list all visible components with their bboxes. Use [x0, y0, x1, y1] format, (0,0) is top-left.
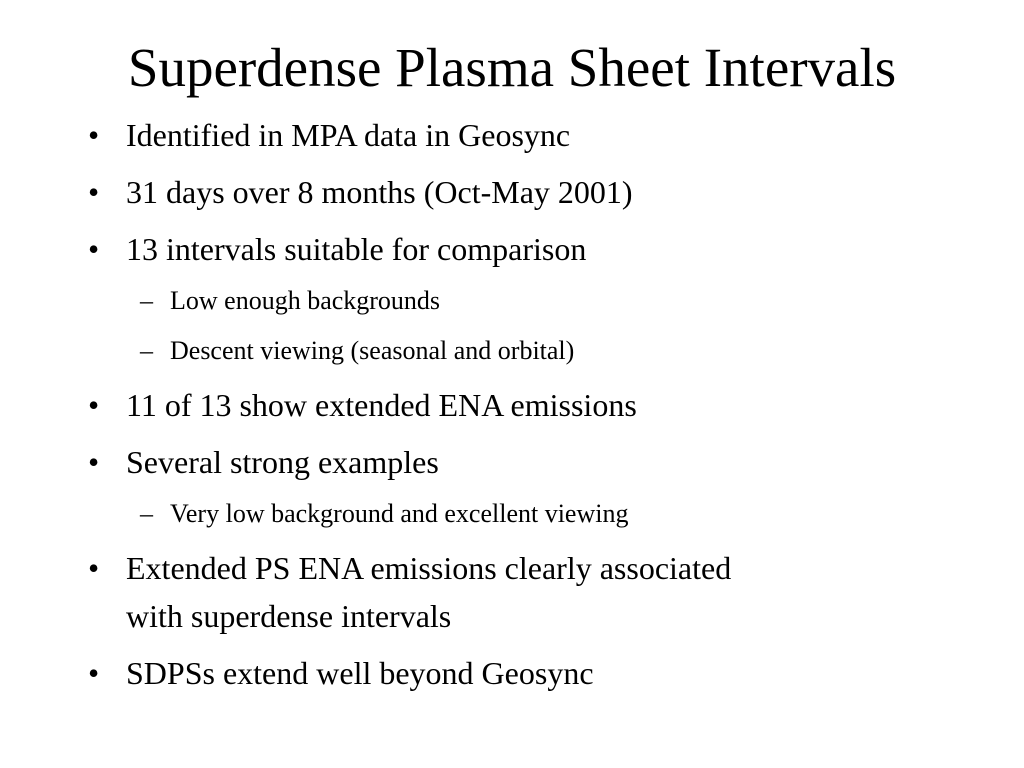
- bullet-text: SDPSs extend well beyond Geosync: [126, 655, 594, 691]
- bullet-text: Identified in MPA data in Geosync: [126, 117, 571, 153]
- bullet-marker: •: [88, 117, 100, 153]
- dash-marker: –: [140, 286, 153, 315]
- dash-marker: –: [140, 336, 153, 365]
- bullet-text: Several strong examples: [126, 444, 439, 480]
- sub-bullet-text: Very low background and excellent viewing: [170, 499, 629, 528]
- slide-title: Superdense Plasma Sheet Intervals: [127, 37, 897, 98]
- sub-bullet-text: Descent viewing (seasonal and orbital): [170, 336, 575, 365]
- bullet-marker: •: [88, 444, 100, 480]
- bullet-text: 31 days over 8 months (Oct-May 2001): [126, 174, 633, 210]
- bullet-text: Extended PS ENA emissions clearly associated: [126, 550, 732, 586]
- bullet-text-continuation: with superdense intervals: [126, 598, 452, 634]
- bullet-text: 11 of 13 show extended ENA emissions: [126, 387, 637, 423]
- dash-marker: –: [140, 499, 153, 528]
- bullet-marker: •: [88, 655, 100, 691]
- bullet-marker: •: [88, 174, 100, 210]
- bullet-text: 13 intervals suitable for comparison: [126, 231, 587, 267]
- bullet-marker: •: [88, 550, 100, 586]
- sub-bullet-text: Low enough backgrounds: [170, 286, 441, 315]
- bullet-marker: •: [88, 387, 100, 423]
- bullet-marker: •: [88, 231, 100, 267]
